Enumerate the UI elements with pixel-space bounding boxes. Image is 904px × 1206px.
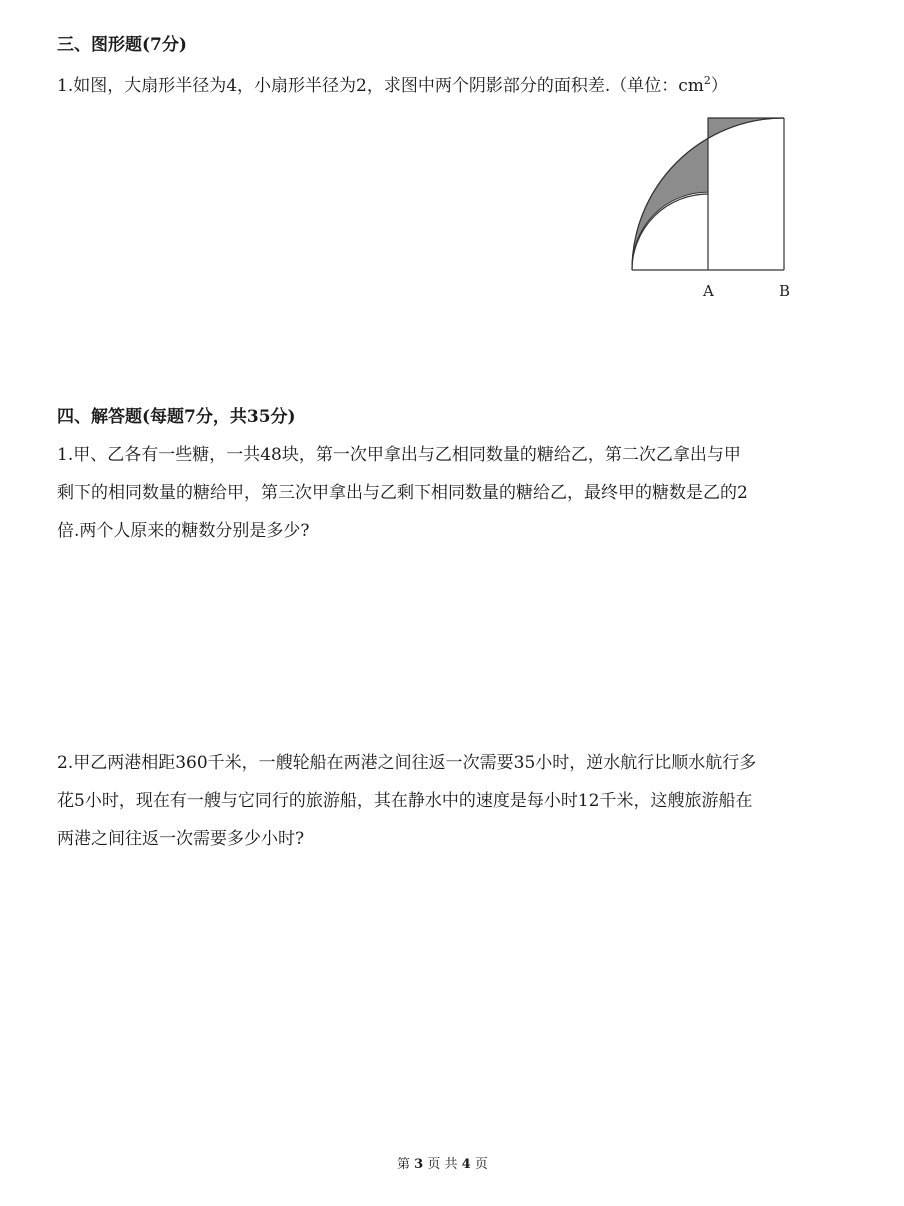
shaded-region-top — [708, 118, 784, 138]
section3-heading: 三、图形题(7分) — [57, 35, 187, 55]
sector-figure — [620, 108, 800, 308]
section4-q1-line1: 1.甲、乙各有一些糖，一共48块，第一次甲拿出与乙相同数量的糖给乙，第二次乙拿出与甲 — [57, 445, 741, 465]
unit-superscript: 2 — [703, 74, 711, 87]
section3-q1 — [57, 71, 728, 96]
section4-q1-line3: 倍.两个人原来的糖数分别是多少? — [57, 521, 310, 541]
footer-prefix: 第 — [397, 1157, 411, 1172]
section4-q2-line2: 花5小时，现在有一艘与它同行的旅游船，其在静水中的速度是每小时12千米，这艘旅游船在 — [57, 791, 753, 811]
footer-total-pages: 4 — [461, 1157, 471, 1172]
label-b: B — [779, 282, 791, 300]
section4-q2-line3: 两港之间往返一次需要多少小时? — [57, 829, 305, 849]
footer-middle: 页 共 — [427, 1157, 458, 1172]
footer-suffix: 页 — [474, 1157, 488, 1172]
label-a: A — [703, 282, 714, 300]
section3-q1-text: 1.如图，大扇形半径为4，小扇形半径为2，求图中两个阴影部分的面积差.（单位：cm — [57, 76, 704, 96]
section4-heading: 四、解答题(每题7分，共35分) — [57, 407, 296, 427]
page-footer — [397, 1153, 488, 1172]
section4-q2-line1: 2.甲乙两港相距360千米，一艘轮船在两港之间往返一次需要35小时，逆水航行比顺水航行多 — [57, 753, 757, 773]
small-arc — [632, 194, 708, 270]
footer-page-number: 3 — [414, 1157, 424, 1172]
section4-q1-line2: 剩下的相同数量的糖给甲，第三次甲拿出与乙剩下相同数量的糖给乙，最终甲的糖数是乙的2 — [57, 483, 748, 503]
section3-q1-close: ） — [710, 76, 728, 96]
